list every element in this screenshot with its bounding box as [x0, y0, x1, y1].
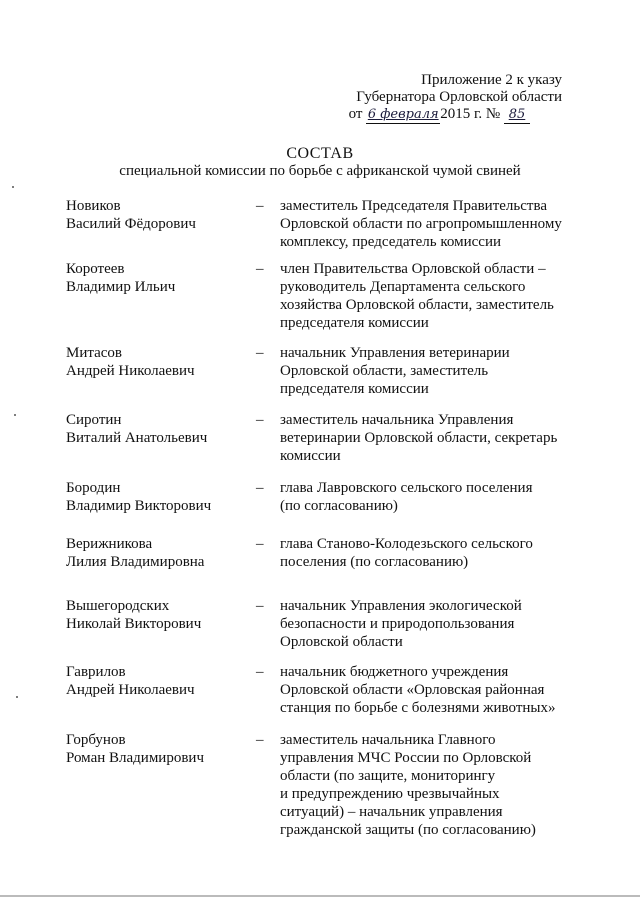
member-name	[66, 479, 251, 515]
member-separator: –	[256, 198, 264, 214]
member-name	[66, 411, 251, 447]
role-line: и предупреждению чрезвычайных	[280, 786, 500, 802]
scan-edge	[0, 895, 640, 897]
member-surname: Митасов	[66, 345, 123, 361]
member-given-names: Владимир Ильич	[66, 279, 176, 295]
role-line: гражданской защиты (по согласованию)	[280, 822, 536, 838]
member-given-names: Лилия Владимировна	[66, 554, 205, 570]
role-line: управления МЧС России по Орловской	[280, 750, 532, 766]
role-line: начальник Управления экологической	[280, 598, 522, 614]
member-given-names: Виталий Анатольевич	[66, 430, 208, 446]
number-handwritten-field	[504, 106, 530, 124]
member-surname: Сиротин	[66, 412, 122, 428]
role-line: глава Станово-Колодезьского сельского	[280, 536, 533, 552]
member-separator: –	[256, 732, 264, 748]
handwritten-date: 6 февраля	[367, 107, 439, 122]
member-separator: –	[256, 598, 264, 614]
role-line: заместитель Председателя Правительства	[280, 198, 548, 214]
appendix-header	[340, 72, 580, 124]
member-role	[280, 535, 580, 571]
member-given-names: Николай Викторович	[66, 616, 202, 632]
role-line: Орловской области	[280, 634, 403, 650]
role-line: член Правительства Орловской области –	[280, 261, 546, 277]
member-separator: –	[256, 480, 264, 496]
role-line: председателя комиссии	[280, 315, 429, 331]
member-name	[66, 597, 251, 633]
member-given-names: Андрей Николаевич	[66, 682, 195, 698]
appendix-date-line	[340, 106, 530, 124]
member-surname: Новиков	[66, 198, 121, 214]
role-line: Орловской области «Орловская районная	[280, 682, 545, 698]
date-prefix: от	[348, 106, 363, 122]
role-line: начальник бюджетного учреждения	[280, 664, 509, 680]
role-line: заместитель начальника Главного	[280, 732, 496, 748]
role-line: области (по защите, мониторингу	[280, 768, 496, 784]
member-name	[66, 731, 251, 767]
role-line: (по согласованию)	[280, 498, 398, 514]
member-surname: Бородин	[66, 480, 121, 496]
member-surname: Коротеев	[66, 261, 125, 277]
handwritten-number: 85	[508, 107, 526, 122]
role-line: Орловской области по агропромышленному	[280, 216, 562, 232]
role-line: хозяйства Орловской области, заместитель	[280, 297, 554, 313]
member-surname: Горбунов	[66, 732, 126, 748]
member-role	[280, 344, 580, 398]
member-separator: –	[256, 345, 264, 361]
role-line: руководитель Департамента сельского	[280, 279, 526, 295]
document-subtitle: специальной комиссии по борьбе с африканской чумой свиней	[119, 163, 521, 179]
member-surname: Вышегородских	[66, 598, 170, 614]
date-handwritten-field	[366, 106, 440, 124]
role-line: глава Лавровского сельского поселения	[280, 480, 533, 496]
member-given-names: Роман Владимирович	[66, 750, 204, 766]
member-given-names: Владимир Викторович	[66, 498, 212, 514]
member-role	[280, 663, 580, 717]
member-name	[66, 260, 251, 296]
member-role	[280, 731, 580, 839]
scan-speck	[14, 414, 16, 416]
member-name	[66, 197, 251, 233]
role-line: поселения (по согласованию)	[280, 554, 469, 570]
member-surname: Гаврилов	[66, 664, 126, 680]
document-title: СОСТАВ	[286, 145, 354, 162]
role-line: заместитель начальника Управления	[280, 412, 514, 428]
role-line: ситуаций) – начальник управления	[280, 804, 503, 820]
member-name	[66, 535, 251, 571]
member-role	[280, 479, 580, 515]
member-role	[280, 597, 580, 651]
member-name	[66, 344, 251, 380]
role-line: комиссии	[280, 448, 341, 464]
member-separator: –	[256, 536, 264, 552]
member-role	[280, 260, 580, 332]
role-line: станция по борьбе с болезнями животных»	[280, 700, 556, 716]
year-text: 2015 г. №	[440, 106, 501, 122]
role-line: ветеринарии Орловской области, секретарь	[280, 430, 558, 446]
role-line: безопасности и природопользования	[280, 616, 515, 632]
member-surname: Верижникова	[66, 536, 153, 552]
member-given-names: Андрей Николаевич	[66, 363, 195, 379]
member-separator: –	[256, 261, 264, 277]
member-separator: –	[256, 412, 264, 428]
role-line: комплексу, председатель комиссии	[280, 234, 502, 250]
role-line: начальник Управления ветеринарии	[280, 345, 510, 361]
member-role	[280, 197, 580, 251]
member-separator: –	[256, 664, 264, 680]
member-role	[280, 411, 580, 465]
member-given-names: Василий Фёдорович	[66, 216, 196, 232]
member-name	[66, 663, 251, 699]
scan-speck	[12, 186, 14, 188]
appendix-line-2: Губернатора Орловской области	[356, 89, 562, 105]
role-line: председателя комиссии	[280, 381, 429, 397]
appendix-line-1: Приложение 2 к указу	[421, 72, 562, 88]
scan-speck	[16, 696, 18, 698]
role-line: Орловской области, заместитель	[280, 363, 489, 379]
